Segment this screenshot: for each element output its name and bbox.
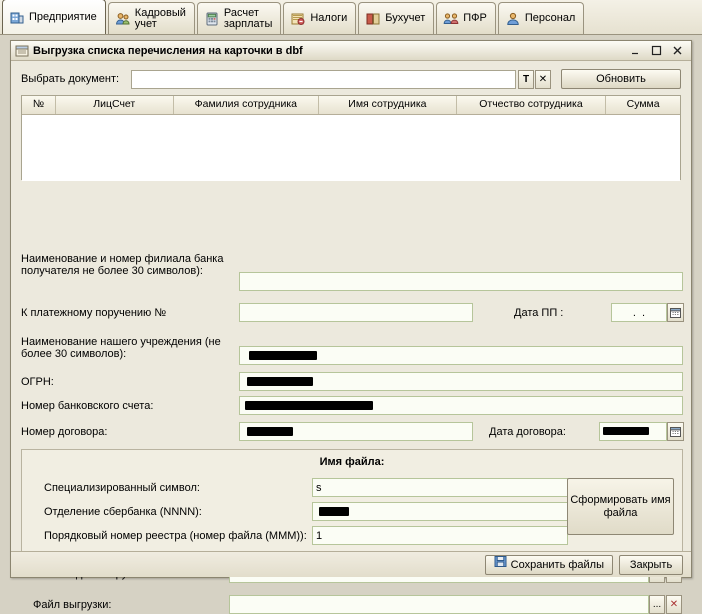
- account-label-wrap: [21, 400, 153, 412]
- branch-number-label: Отделение сбербанка (NNNN):: [44, 506, 202, 518]
- building-icon: [9, 9, 25, 25]
- pfr-icon: [443, 11, 459, 27]
- ogrn-label-wrap: [21, 376, 54, 388]
- contract-label: Номер договора:: [21, 426, 108, 438]
- special-symbol-label-wrap: [44, 482, 200, 494]
- filename-group-title: Имя файла:: [319, 456, 385, 468]
- document-select-label: Выбрать документ:: [21, 73, 120, 85]
- window-title: Выгрузка списка перечисления на карточки в dbf: [33, 44, 303, 57]
- column-patronymic: Отчество сотрудника: [457, 96, 607, 114]
- tab-personnel-label: Персонал: [524, 12, 576, 24]
- org-name-label: Наименование нашего учреждения (не более 30 символов):: [21, 336, 221, 360]
- registry-number-input[interactable]: [312, 526, 568, 545]
- account-label: Номер банковского счета:: [21, 400, 154, 412]
- outfile-label: Файл выгрузки:: [33, 599, 112, 611]
- contract-label-wrap: [21, 426, 107, 438]
- outfile-input[interactable]: [229, 595, 649, 614]
- save-files-button[interactable]: [485, 555, 613, 575]
- employees-table[interactable]: [21, 95, 681, 180]
- column-sum: Сумма: [626, 98, 660, 110]
- contract-date-redaction: [603, 427, 649, 435]
- tab-pfr-label: ПФР: [463, 12, 487, 24]
- tab-taxes-label: Налоги: [310, 12, 348, 24]
- pp-date-label-wrap: [514, 307, 563, 319]
- tab-personnel[interactable]: [498, 2, 585, 34]
- contract-date-calendar-icon[interactable]: [667, 422, 684, 441]
- filename-groupbox: [21, 449, 683, 564]
- document-clear-button[interactable]: ✕: [535, 70, 551, 89]
- save-icon: [494, 555, 507, 574]
- branch-number-label-wrap: [44, 506, 202, 518]
- save-files-label: Сохранить файлы: [510, 558, 604, 571]
- outfile-browse-button[interactable]: ...: [649, 595, 665, 614]
- branch-name-label: Наименование и номер филиала банка получателя не более 30 символов):: [21, 253, 224, 277]
- contract-redaction: [247, 427, 293, 436]
- branch-name-input[interactable]: [239, 272, 683, 291]
- pp-date-input[interactable]: [611, 303, 667, 322]
- org-name-label-wrap: [21, 336, 231, 360]
- payorder-label-wrap: [21, 307, 166, 319]
- maximize-icon[interactable]: [650, 44, 663, 57]
- document-text-button[interactable]: T: [518, 70, 534, 89]
- tab-payroll-label: Расчет зарплаты: [223, 6, 273, 30]
- close-button[interactable]: Закрыть: [619, 555, 683, 575]
- contract-date-label-wrap: [489, 426, 566, 438]
- calc-icon: [204, 11, 220, 27]
- window-titlebar[interactable]: [11, 41, 691, 61]
- minimize-icon[interactable]: [629, 44, 642, 57]
- special-symbol-label: Специализированный символ:: [44, 482, 200, 494]
- column-account: ЛицСчет: [56, 96, 174, 114]
- tax-icon: [290, 11, 306, 27]
- close-icon[interactable]: [671, 44, 684, 57]
- table-header: [22, 96, 680, 115]
- pp-date-calendar-icon[interactable]: [667, 303, 684, 322]
- window-body: [11, 61, 691, 611]
- payorder-label: К платежному поручению №: [21, 307, 167, 319]
- build-filename-button[interactable]: Сформировать имя файла: [567, 478, 674, 535]
- main-tabbar: [0, 0, 702, 35]
- account-redaction: [245, 401, 373, 410]
- branch-name-label-wrap: [21, 253, 226, 277]
- outfile-label-wrap: [33, 599, 111, 611]
- tab-hr[interactable]: [108, 2, 195, 34]
- ogrn-redaction: [247, 377, 313, 386]
- tab-enterprise-label: Предприятие: [29, 10, 97, 23]
- document-select-row: [21, 69, 681, 89]
- contract-date-label: Дата договора:: [489, 426, 566, 438]
- registry-number-label: Порядковый номер реестра (номер файла (МММ)):: [44, 530, 307, 542]
- window-icon: [15, 44, 29, 58]
- outfile-clear-button[interactable]: ✕: [666, 595, 682, 614]
- tab-enterprise[interactable]: [2, 0, 106, 34]
- tab-accounting[interactable]: [358, 2, 434, 34]
- column-firstname: Имя сотрудника: [319, 96, 457, 114]
- table-body[interactable]: [22, 115, 680, 181]
- special-symbol-input[interactable]: [312, 478, 568, 497]
- tab-accounting-label: Бухучет: [385, 12, 426, 24]
- refresh-button[interactable]: Обновить: [561, 69, 681, 89]
- tab-pfr[interactable]: [436, 2, 496, 34]
- tab-hr-label: Кадровый учет: [134, 6, 186, 30]
- tab-taxes[interactable]: [283, 2, 356, 34]
- pp-date-label: Дата ПП :: [514, 307, 564, 319]
- payorder-input[interactable]: [239, 303, 473, 322]
- org-name-redaction: [249, 351, 317, 360]
- export-dbf-window: [10, 40, 692, 611]
- person-icon: [505, 11, 521, 27]
- ogrn-label: ОГРН:: [21, 376, 54, 388]
- branch-number-input[interactable]: [312, 502, 568, 521]
- branch-number-redaction: [319, 507, 349, 516]
- window-footer: [11, 551, 691, 577]
- book-icon: [365, 11, 381, 27]
- tab-payroll[interactable]: [197, 2, 281, 34]
- document-select-input[interactable]: [131, 70, 516, 89]
- registry-number-label-wrap: [44, 530, 307, 542]
- column-surname: Фамилия сотрудника: [174, 96, 320, 114]
- column-number: №: [22, 96, 56, 114]
- people-icon: [115, 11, 131, 27]
